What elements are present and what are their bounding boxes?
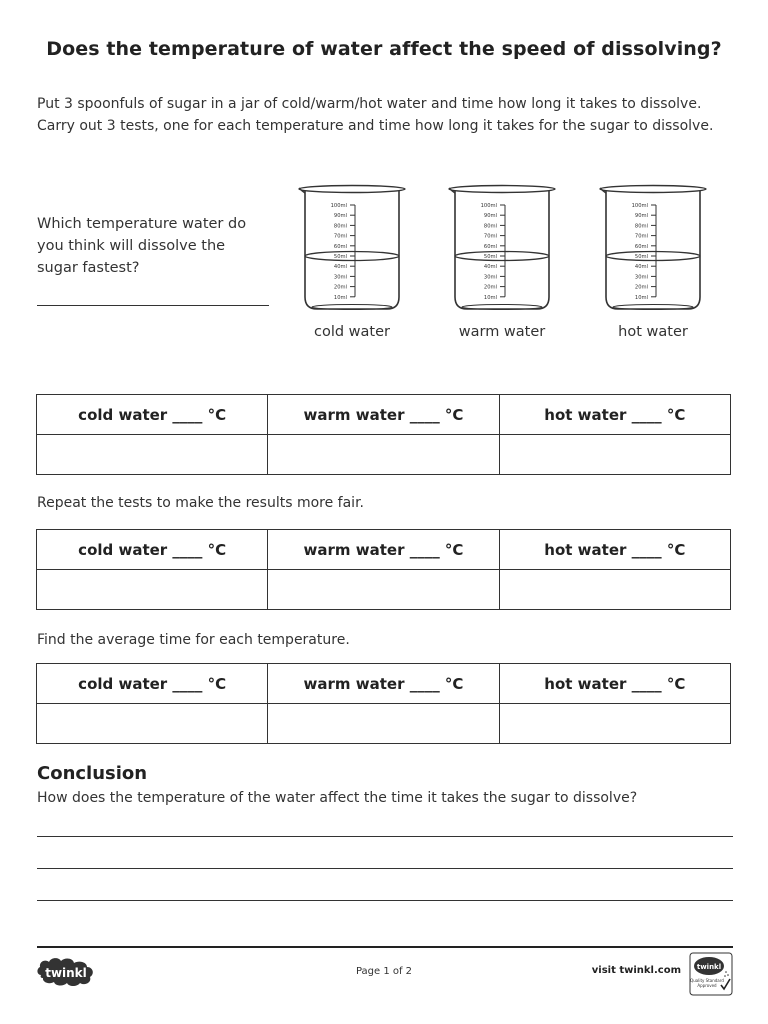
beaker-scale-label: 100ml — [631, 203, 648, 209]
footer-divider — [37, 946, 733, 948]
intro-line-1: Put 3 spoonfuls of sugar in a jar of cold/warm/hot water and time how long it takes to dissolve. — [37, 96, 702, 112]
answer-cell-warm[interactable] — [268, 570, 499, 610]
repeat-instruction: Repeat the tests to make the results more fair. — [37, 495, 364, 511]
beaker-scale-label: 10ml — [634, 294, 648, 301]
results-table-test — [36, 394, 731, 475]
header-cell-cold: cold water ____ °C — [37, 395, 268, 435]
conclusion-question: How does the temperature of the water affect the time it takes the sugar to dissolve? — [37, 790, 638, 806]
table-header-row — [37, 530, 731, 570]
beaker-scale-label: 50ml — [483, 254, 497, 260]
beaker-scale-label: 40ml — [333, 264, 347, 271]
beaker-scale-label: 60ml — [634, 243, 648, 250]
beaker-scale-label: 60ml — [333, 243, 347, 250]
badge-logo-text: twinkl — [696, 963, 722, 971]
beaker-scale-label: 40ml — [634, 264, 648, 271]
beaker-scale-label: 30ml — [634, 274, 648, 281]
header-cell-hot: hot water ____ °C — [499, 530, 730, 570]
badge-text: Quality Standard — [690, 978, 724, 983]
beaker-scale-label: 30ml — [483, 274, 497, 281]
conclusion-write-line[interactable] — [37, 868, 733, 869]
results-table-repeat — [36, 529, 731, 610]
table-header-row — [37, 664, 731, 704]
beaker-scale-label: 30ml — [333, 274, 347, 281]
beaker-scale-label: 10ml — [333, 294, 347, 301]
beaker-label: hot water — [618, 324, 688, 340]
results-table-average — [36, 663, 731, 744]
beaker-scale-label: 80ml — [483, 223, 497, 230]
beaker-scale-label: 20ml — [483, 284, 497, 291]
table-answer-row — [37, 435, 731, 475]
logo-text: twinkl — [45, 966, 87, 980]
beaker-scale-label: 20ml — [634, 284, 648, 291]
answer-cell-cold[interactable] — [37, 570, 268, 610]
beaker-scale-label: 90ml — [333, 213, 347, 220]
prediction-question — [37, 213, 262, 279]
answer-cell-hot[interactable] — [499, 435, 730, 475]
prediction-question-line: Which temperature water do — [37, 216, 247, 232]
answer-cell-cold[interactable] — [37, 704, 268, 744]
beaker-scale-label: 10ml — [483, 294, 497, 301]
beaker-scale-label: 100ml — [330, 203, 347, 209]
beaker-label: cold water — [314, 324, 390, 340]
beaker-scale-label: 100ml — [480, 203, 497, 209]
beaker-scale-label: 70ml — [483, 233, 497, 240]
beaker-icon — [296, 183, 408, 313]
header-cell-hot: hot water ____ °C — [499, 395, 730, 435]
answer-cell-cold[interactable] — [37, 435, 268, 475]
page-title: Does the temperature of water affect the speed of dissolving? — [46, 38, 722, 60]
beaker-scale-label: 90ml — [634, 213, 648, 220]
table-answer-row — [37, 704, 731, 744]
prediction-question-line: you think will dissolve the — [37, 238, 226, 254]
conclusion-heading: Conclusion — [37, 763, 148, 784]
conclusion-write-line[interactable] — [37, 836, 733, 837]
visit-website-link[interactable]: visit twinkl.com — [591, 965, 681, 976]
beaker-scale-label: 90ml — [483, 213, 497, 220]
answer-cell-warm[interactable] — [268, 704, 499, 744]
beaker-icon — [446, 183, 558, 313]
page-number: Page 1 of 2 — [355, 966, 413, 977]
intro-line-2: Carry out 3 tests, one for each temperature and time how long it takes for the sugar to dissolve. — [37, 118, 714, 134]
quality-standard-badge — [689, 952, 733, 996]
beaker-scale-label: 50ml — [634, 254, 648, 260]
table-answer-row — [37, 570, 731, 610]
header-cell-cold: cold water ____ °C — [37, 664, 268, 704]
prediction-question-line: sugar fastest? — [37, 260, 140, 276]
beaker-scale-label: 20ml — [333, 284, 347, 291]
beaker-scale-label: 50ml — [333, 254, 347, 260]
conclusion-write-line[interactable] — [37, 900, 733, 901]
beaker-scale-label: 70ml — [333, 233, 347, 240]
beaker-scale-label: 40ml — [483, 264, 497, 271]
answer-cell-hot[interactable] — [499, 704, 730, 744]
beaker-label: warm water — [458, 324, 546, 340]
beaker-scale-label: 70ml — [634, 233, 648, 240]
beaker-scale-label: 80ml — [634, 223, 648, 230]
answer-cell-warm[interactable] — [268, 435, 499, 475]
header-cell-warm: warm water ____ °C — [268, 664, 499, 704]
beaker-scale-label: 60ml — [483, 243, 497, 250]
average-instruction: Find the average time for each temperature. — [37, 632, 350, 648]
answer-cell-hot[interactable] — [499, 570, 730, 610]
beaker-scale-label: 80ml — [333, 223, 347, 230]
badge-text: Approved — [697, 983, 717, 988]
prediction-answer-line[interactable] — [37, 305, 269, 306]
beaker-icon — [597, 183, 709, 313]
header-cell-warm: warm water ____ °C — [268, 395, 499, 435]
header-cell-hot: hot water ____ °C — [499, 664, 730, 704]
table-header-row — [37, 395, 731, 435]
header-cell-cold: cold water ____ °C — [37, 530, 268, 570]
header-cell-warm: warm water ____ °C — [268, 530, 499, 570]
